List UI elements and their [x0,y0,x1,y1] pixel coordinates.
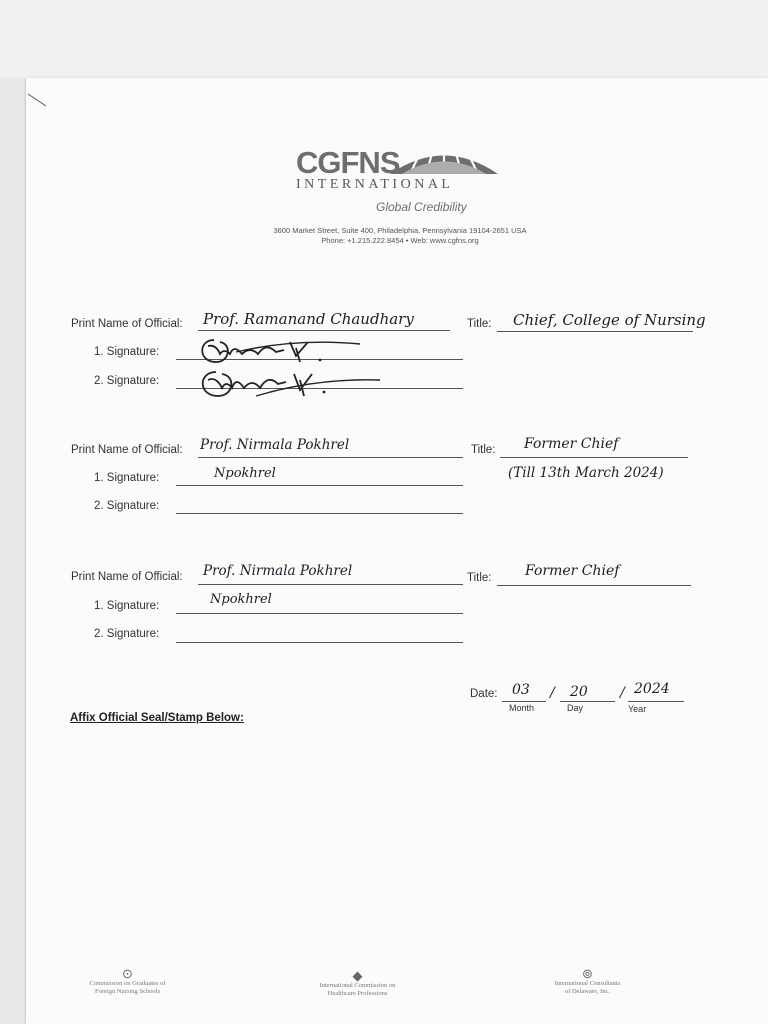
signature-2-label: 2. Signature: [94,500,160,512]
official-name[interactable]: Prof. Nirmala Pokhrel [203,563,353,579]
signature-1-value[interactable]: Npokhrel [214,466,276,481]
signature-2-label: 2. Signature: [94,628,160,640]
official-name[interactable]: Prof. Ramanand Chaudhary [203,310,414,328]
signature-1-line [176,613,463,614]
footer-line: Foreign Nursing Schools [95,988,160,995]
date-month[interactable]: 03 [512,682,530,698]
letterhead-address [200,226,600,246]
date-year[interactable]: 2024 [634,681,670,697]
name-line [198,330,450,331]
title-line [497,585,691,586]
print-name-label: Print Name of Official: [71,318,183,330]
official-title[interactable]: Former Chief [525,563,620,579]
day-line [560,701,615,702]
signature-2-line [176,642,463,643]
affix-seal-label: Affix Official Seal/Stamp Below: [70,712,244,724]
signature-2-line [176,513,463,514]
logo-tagline: Global Credibility [376,200,467,214]
footer-cgfns [60,966,195,996]
footer-line: Commission on Graduates of [89,980,166,987]
scan-mark-icon [26,90,50,110]
year-caption: Year [628,704,647,714]
date-separator: / [620,685,625,701]
title-label: Title: [467,572,492,584]
official-title[interactable]: Chief, College of Nursing [513,311,706,329]
signature-1-label: 1. Signature: [94,346,160,358]
diamond-emblem-icon: ◆ [352,968,363,983]
month-line [502,701,546,702]
day-caption: Day [567,703,584,713]
logo-main-text: CGFNS [296,145,400,180]
footer-line: International Commission on [319,982,396,989]
name-line [198,584,463,585]
signature-2-scribble[interactable] [196,362,386,402]
address-line: 3600 Market Street, Suite 400, Philadelphia, Pennsylvania 19104-2651 USA [273,226,527,235]
title-label: Title: [467,318,492,330]
signature-1-line [176,485,463,486]
footer-line: of Delaware, Inc. [564,988,611,995]
title-label: Title: [471,444,496,456]
footer-icd [520,966,655,996]
signature-1-label: 1. Signature: [94,600,160,612]
name-line [198,457,463,458]
date-label: Date: [470,688,498,700]
footer-line: International Consultants [554,980,621,987]
seal-area[interactable] [66,730,706,940]
official-title[interactable]: Former Chief [524,436,619,452]
title-line [497,331,693,332]
official-name[interactable]: Prof. Nirmala Pokhrel [200,437,350,453]
globe-arch-icon [388,145,500,175]
date-day[interactable]: 20 [570,684,588,700]
month-caption: Month [509,703,535,713]
date-separator: / [550,685,555,701]
cgfns-logo [296,145,511,220]
official-title-note[interactable]: (Till 13th March 2024) [508,465,664,481]
contact-line: Phone: +1.215.222.8454 • Web: www.cgfns.org [321,236,479,245]
title-line [500,457,688,458]
year-line [628,701,684,702]
footer-line: Healthcare Professions [327,990,388,997]
print-name-label: Print Name of Official: [71,444,183,456]
circle-emblem-icon: ⊙ [122,966,133,981]
logo-sub-text: INTERNATIONAL [296,177,454,192]
print-name-label: Print Name of Official: [71,571,183,583]
footer-ichp [290,968,425,998]
signature-1-label: 1. Signature: [94,472,160,484]
signature-2-label: 2. Signature: [94,375,160,387]
scan-background [0,0,768,78]
signature-1-value[interactable]: Npokhrel [210,592,272,607]
icd-emblem-icon: ⊚ [582,966,593,981]
